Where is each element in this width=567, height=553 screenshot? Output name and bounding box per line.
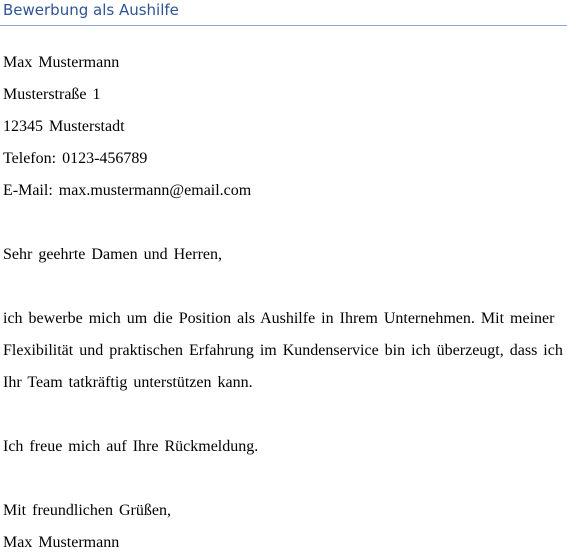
sender-street: Musterstraße 1	[3, 86, 101, 103]
salutation: Sehr geehrte Damen und Herren,	[3, 246, 223, 263]
sender-email: E-Mail: max.mustermann@email.com	[3, 182, 252, 199]
body-line: Ihr Team tatkräftig unterstützen kann.	[3, 374, 253, 391]
signature-name: Max Mustermann	[3, 534, 120, 551]
sender-phone: Telefon: 0123-456789	[3, 150, 148, 167]
sender-name: Max Mustermann	[3, 54, 120, 71]
body-line: Flexibilität und praktischen Erfahrung im Kundenservice bin ich überzeugt, dass ich	[3, 342, 563, 359]
document-title: Bewerbung als Aushilfe	[3, 1, 179, 19]
sender-city: 12345 Musterstadt	[3, 118, 125, 135]
body-line: ich bewerbe mich um die Position als Aushilfe in Ihrem Unternehmen. Mit meiner	[3, 310, 555, 327]
closing-sentence: Ich freue mich auf Ihre Rückmeldung.	[3, 438, 259, 455]
closing-phrase: Mit freundlichen Grüßen,	[3, 502, 171, 519]
title-underline	[0, 25, 567, 26]
